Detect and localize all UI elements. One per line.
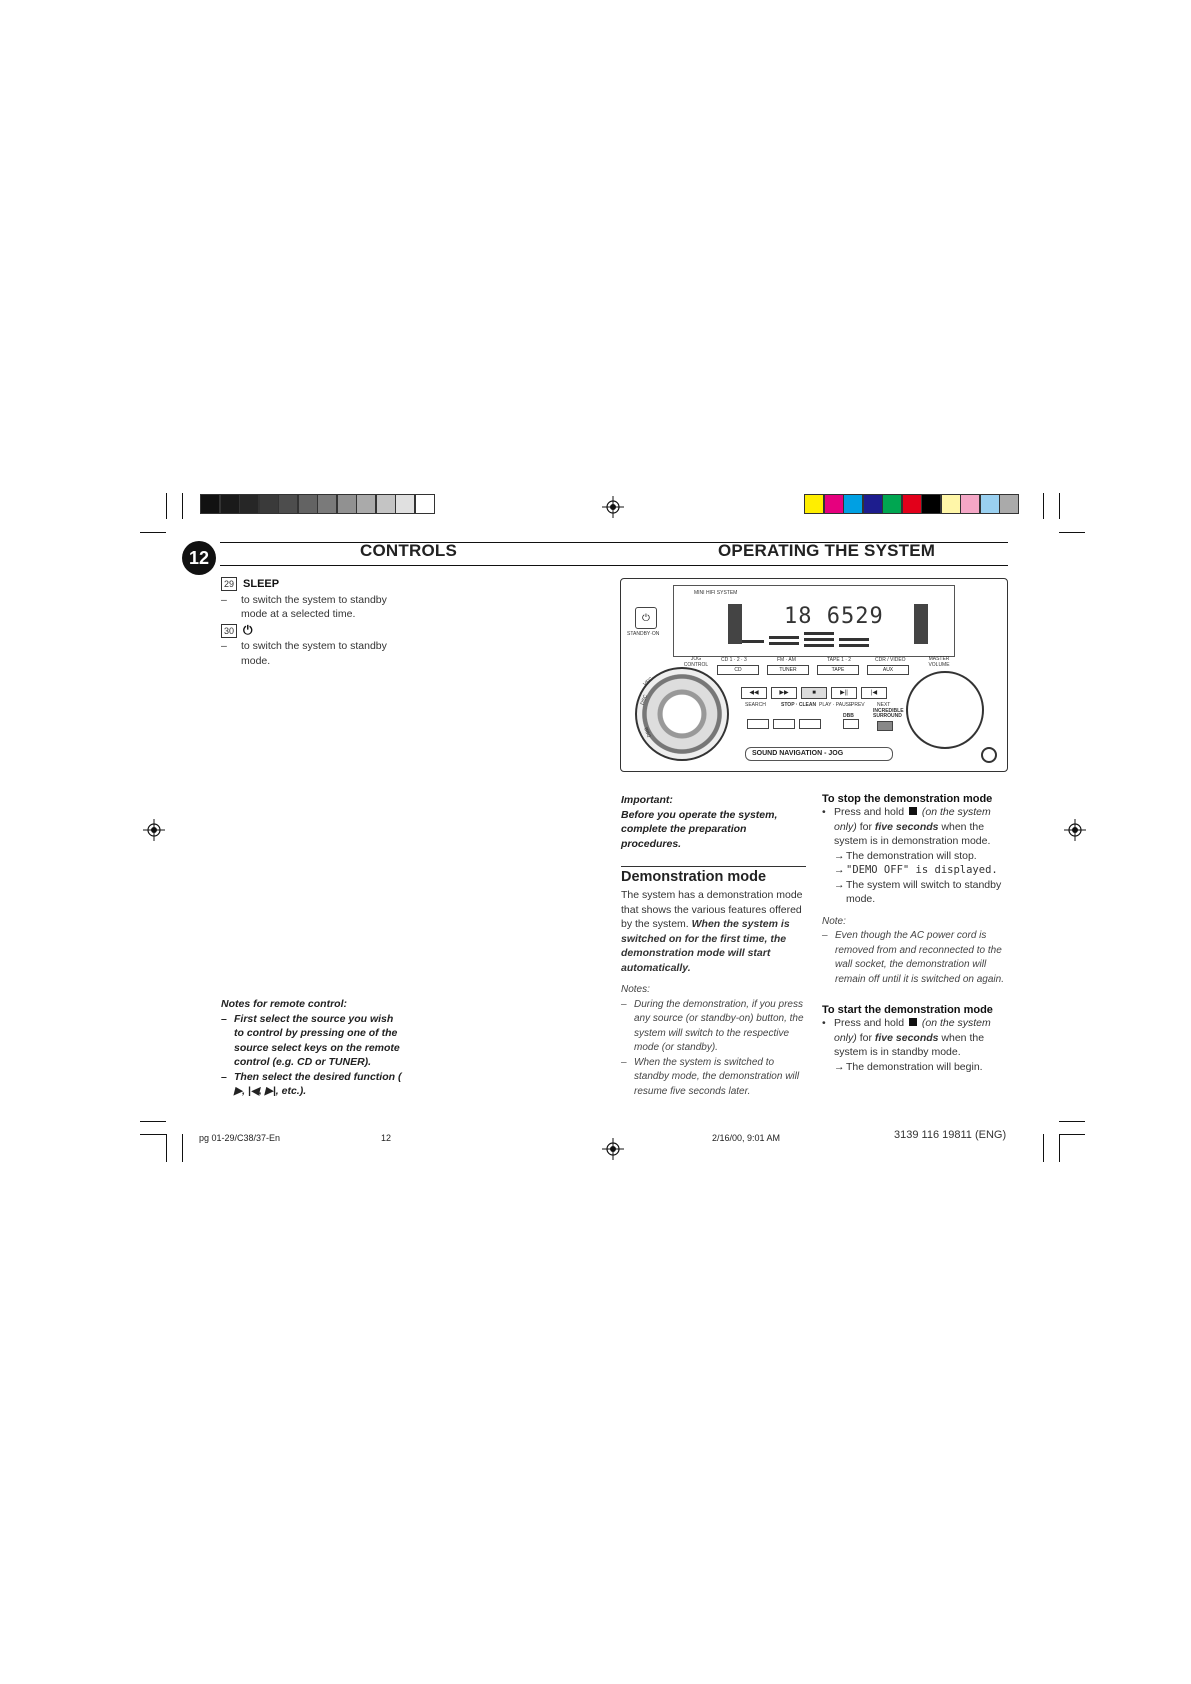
item-label: SLEEP [243, 578, 280, 590]
press-bold: five seconds [874, 820, 939, 833]
registration-mark-left-icon [143, 819, 165, 841]
demo-notes: Notes: – During the demonstration, if you press any source (or standby-on) button, the system will switch to the respective mode (or standby). – When the system is switched to standby mode, the demonstration will resume five seconds later. [621, 983, 806, 1099]
footer-page: 12 [381, 1133, 392, 1143]
source-top-label: CD 1 · 2 · 3 [721, 657, 747, 663]
demo-intro-text: The system has a demonstration mode that shows the various features offered by the system. [621, 889, 803, 930]
gray-swatch [415, 494, 435, 514]
important-text: Before you operate the system, complete the preparation procedures. [621, 808, 778, 850]
color-swatch [882, 494, 902, 514]
remote-notes: Notes for remote control: – First select the source you wish to control by pressing one of the source select keys on the remote control (e.g. CD or TUNER). – Then select the desired function ( ▶, |◀, ▶|, etc.). [221, 997, 406, 1099]
remote-notes-heading: Notes for remote control: [221, 998, 348, 1010]
gray-swatch [356, 494, 376, 514]
forward-button[interactable]: ▶▶ [771, 687, 797, 699]
color-swatch [902, 494, 922, 514]
gray-swatch [278, 494, 298, 514]
stop-button[interactable]: ■ [801, 687, 827, 699]
gray-swatch [200, 494, 220, 514]
gray-swatch [220, 494, 240, 514]
color-swatch [804, 494, 824, 514]
demo-note: When the system is switched to standby mode, the demonstration will resume five seconds later. [634, 1056, 800, 1097]
press-suffix: when the system is in demonstration mode. [834, 820, 991, 847]
color-swatch [941, 494, 961, 514]
demo-intro-bold: When the system is switched on for the first time, the demonstration mode will start automatically. [621, 918, 790, 974]
source-top-label: FM · AM [777, 657, 796, 663]
control-item-power [221, 623, 411, 639]
color-swatch [999, 494, 1019, 514]
display-left-indicator [728, 604, 742, 644]
gray-swatch [298, 494, 318, 514]
start-demo-heading: To start the demonstration mode [822, 1004, 993, 1016]
start-demo-section: To start the demonstration mode • Press and hold (on the system only) for five seconds when the system is in standby mode. → The demonstration will begin. [822, 1004, 1008, 1074]
page-number: 12 [188, 547, 210, 568]
demo-note: During the demonstration, if you press any source (or standby-on) button, the system will switch to the respective mode (or standby). [634, 998, 804, 1053]
row-label: PREV [851, 702, 865, 708]
master-volume-knob[interactable] [906, 671, 984, 749]
rewind-button[interactable]: ◀◀ [741, 687, 767, 699]
control-item-sleep [221, 577, 411, 592]
important-label: Important: [621, 794, 673, 806]
power-icon: ⏻ [243, 622, 253, 637]
standby-label: STANDBY·ON [627, 631, 660, 637]
jog-label: DBB [643, 726, 653, 738]
master-volume-label: MASTER VOLUME [928, 656, 950, 668]
press-suffix: when the system is in standby mode. [834, 1031, 985, 1058]
controls-title: CONTROLS [360, 541, 457, 560]
color-swatch [843, 494, 863, 514]
jog-control-label: JOG CONTROL [683, 656, 709, 668]
press-text: Press and hold [834, 1017, 905, 1029]
stop-square-icon [909, 807, 917, 815]
display-panel [673, 585, 955, 657]
stop-demo-section: To stop the demonstration mode • Press and hold (on the system only) for five seconds when the system is in demonstration mode. → The demonstration will stop. → "DEMO OFF" is displayed. → The system will switch to standby mode. Note: – Even though the AC power cord is removed from and reconnected to the wall socket, the demonstration will remain off until it is switched on again. [822, 793, 1008, 987]
jog-label: VEC [642, 676, 655, 688]
footer-file: pg 01-29/C38/37-En [199, 1133, 281, 1143]
color-swatch [921, 494, 941, 514]
result-text: The system will switch to standby mode. [846, 878, 1002, 905]
row-label: PLAY · PAUSE [819, 702, 853, 708]
standby-on-button[interactable]: ⏻ [635, 607, 657, 629]
source-top-label: CDR / VIDEO [875, 657, 906, 663]
press-for: for [859, 1031, 872, 1044]
incredible-surround-button[interactable] [877, 721, 893, 731]
stop-note-label: Note: [822, 915, 846, 927]
stop-demo-heading: To stop the demonstration mode [822, 793, 993, 805]
gray-swatch [317, 494, 337, 514]
result-text: The demonstration will begin. [846, 1060, 983, 1073]
result-text: "DEMO OFF" is displayed. [846, 864, 998, 876]
incredible-surround-label: INCREDIBLE SURROUND [873, 708, 904, 719]
transport-row [741, 687, 901, 699]
jog-label: DSC [639, 694, 649, 706]
result-text: The demonstration will stop. [846, 849, 977, 862]
prev-button[interactable]: |◀ [861, 687, 887, 699]
press-italic: (on the system only) [834, 1017, 991, 1044]
color-swatch [960, 494, 980, 514]
item-description: to switch the system to standby mode at a selected time. [241, 593, 387, 620]
dbb-button[interactable] [843, 719, 859, 729]
registration-mark-top-icon [602, 496, 624, 518]
source-button-tape[interactable]: TAPE [817, 665, 859, 675]
demo-intro [621, 888, 806, 975]
row-label: NEXT [877, 702, 891, 708]
gray-swatch [259, 494, 279, 514]
gray-swatch [239, 494, 259, 514]
gray-swatch [376, 494, 396, 514]
sound-navigation-label: SOUND NAVIGATION - JOG [745, 747, 893, 761]
item-number: 30 [221, 624, 237, 638]
spectrum-bars [734, 628, 894, 648]
device-illustration [620, 578, 1008, 772]
footer-code: 3139 116 19811 (ENG) [894, 1129, 1007, 1141]
press-text: Press and hold [834, 806, 905, 818]
source-button-cd[interactable]: CD [717, 665, 759, 675]
important-note [621, 793, 801, 851]
press-bold: five seconds [874, 1031, 939, 1044]
lcd-display: 18 6529 [784, 604, 884, 629]
record-button[interactable] [747, 719, 769, 729]
item-description: to switch the system to standby mode. [241, 640, 387, 667]
headphone-jack [981, 747, 997, 763]
demo-notes-label: Notes: [621, 984, 650, 995]
press-for: for [859, 820, 872, 833]
remote-note: Then select the desired function ( ▶, |◀, ▶|, etc.). [234, 1070, 402, 1097]
operating-title: OPERATING THE SYSTEM [718, 541, 936, 560]
registration-mark-bottom-icon [602, 1138, 624, 1160]
page-number-badge [182, 541, 216, 575]
stop-note: Even though the AC power cord is removed from and reconnected to the wall socket, the demonstration will remain off until it is switched on again. [835, 930, 1004, 985]
item-number: 29 [221, 577, 237, 591]
source-top-label: TAPE 1 · 2 [827, 657, 852, 663]
dubbing-button[interactable] [773, 719, 795, 729]
gray-swatch [337, 494, 357, 514]
source-button-aux[interactable]: AUX [867, 665, 909, 675]
color-swatch [980, 494, 1000, 514]
row-label: SEARCH [745, 702, 766, 708]
color-swatch [863, 494, 883, 514]
color-swatch [824, 494, 844, 514]
controls-items: 29 SLEEP – to switch the system to standby mode at a selected time. 30 ⏻ – to switch the system to standby mode. [221, 577, 411, 668]
footer-date: 2/16/00, 9:01 AM [712, 1133, 781, 1143]
row-label: STOP · CLEAN [781, 702, 817, 708]
play-pause-button[interactable]: ▶|| [831, 687, 857, 699]
gray-swatch [395, 494, 415, 514]
dbb-label: DBB [843, 713, 854, 719]
display-right-indicator [914, 604, 928, 644]
reverse-button[interactable] [799, 719, 821, 729]
registration-mark-right-icon [1064, 819, 1086, 841]
model-label: MINI HIFI SYSTEM [694, 590, 738, 596]
source-button-tuner[interactable]: TUNER [767, 665, 809, 675]
demo-heading: Demonstration mode [621, 869, 767, 885]
stop-square-icon [909, 1018, 917, 1026]
press-italic: (on the system only) [834, 806, 991, 833]
remote-note: First select the source you wish to control by pressing one of the source select keys on the remote control (e.g. CD or TUNER). [234, 1012, 400, 1068]
